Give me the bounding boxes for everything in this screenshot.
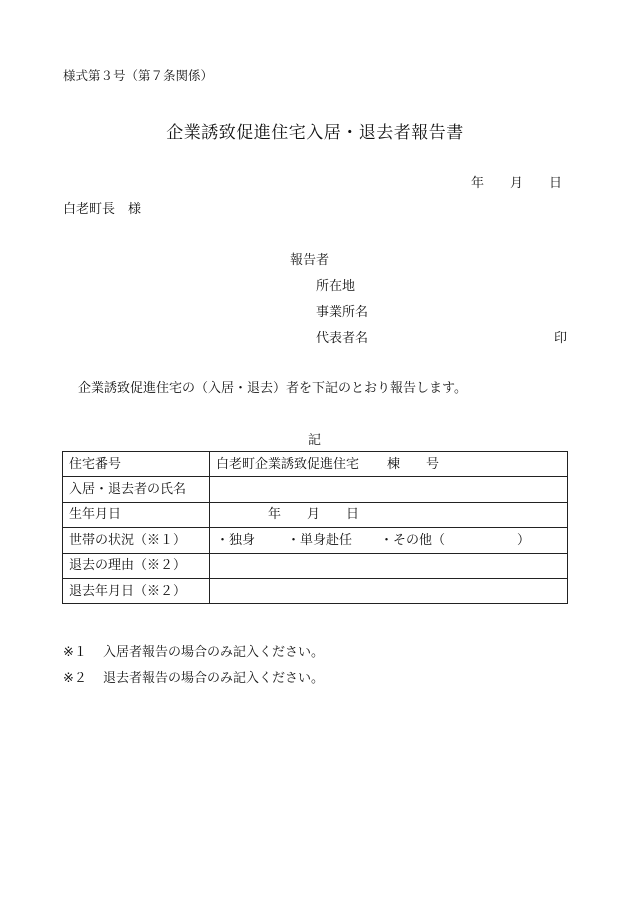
option-solo-transfer[interactable]: ・単身赴任: [287, 532, 353, 548]
table-row: [63, 528, 568, 553]
building-suffix: 棟: [387, 456, 401, 472]
birthdate-field[interactable]: [210, 502, 568, 527]
option-other-close: ）: [517, 532, 531, 548]
housing-name: 白老町企業誘致促進住宅: [216, 456, 360, 472]
option-single[interactable]: ・独身: [216, 532, 256, 548]
row-label-reason: 退去の理由（※２）: [63, 553, 210, 578]
table-row: [63, 452, 568, 477]
row-label-household: 世帯の状況（※１）: [63, 528, 210, 553]
form-number: 様式第３号（第７条関係）: [63, 68, 214, 83]
row-label-birthdate: 生年月日: [63, 502, 210, 527]
unit-suffix: 号: [426, 456, 440, 472]
table-row: [63, 553, 568, 578]
note-1-mark: ※１: [63, 645, 87, 660]
birth-year-label: 年: [268, 507, 282, 523]
birth-month-label: 月: [307, 507, 321, 523]
location-label: 所在地: [316, 279, 356, 294]
note-1-text: 入居者報告の場合のみ記入ください。: [103, 645, 325, 660]
table-row: [63, 578, 568, 603]
date-year-label: 年: [471, 176, 485, 191]
row-label-name: 入居・退去者の氏名: [63, 477, 210, 502]
report-date-line: [471, 172, 562, 191]
date-day-label: 日: [549, 176, 563, 191]
move-out-reason-field[interactable]: [210, 553, 568, 578]
report-table: [62, 451, 568, 604]
row-label-housing-number: 住宅番号: [63, 452, 210, 477]
move-out-date-field[interactable]: [210, 578, 568, 603]
representative-label: 代表者名: [316, 331, 369, 346]
resident-name-field[interactable]: [210, 477, 568, 502]
office-name-label: 事業所名: [316, 305, 369, 320]
note-2: [63, 667, 324, 686]
table-row: [63, 502, 568, 527]
note-2-text: 退去者報告の場合のみ記入ください。: [103, 671, 325, 686]
table-row: [63, 477, 568, 502]
document-title: 企業誘致促進住宅入居・退去者報告書: [166, 123, 464, 143]
note-2-mark: ※２: [63, 671, 87, 686]
household-status-field[interactable]: [210, 528, 568, 553]
seal-mark: 印: [554, 331, 568, 346]
body-text: 企業誘致促進住宅の（入居・退去）者を下記のとおり報告します。: [78, 381, 467, 396]
option-other[interactable]: ・その他（: [380, 532, 446, 548]
addressee: 白老町長 様: [63, 202, 142, 217]
reporter-heading: 報告者: [290, 253, 330, 268]
ki-label: 記: [308, 433, 322, 448]
note-1: [63, 641, 324, 660]
row-label-move-out-date: 退去年月日（※２）: [63, 578, 210, 603]
date-month-label: 月: [510, 176, 524, 191]
birth-day-label: 日: [346, 507, 360, 523]
housing-number-field[interactable]: [210, 452, 568, 477]
